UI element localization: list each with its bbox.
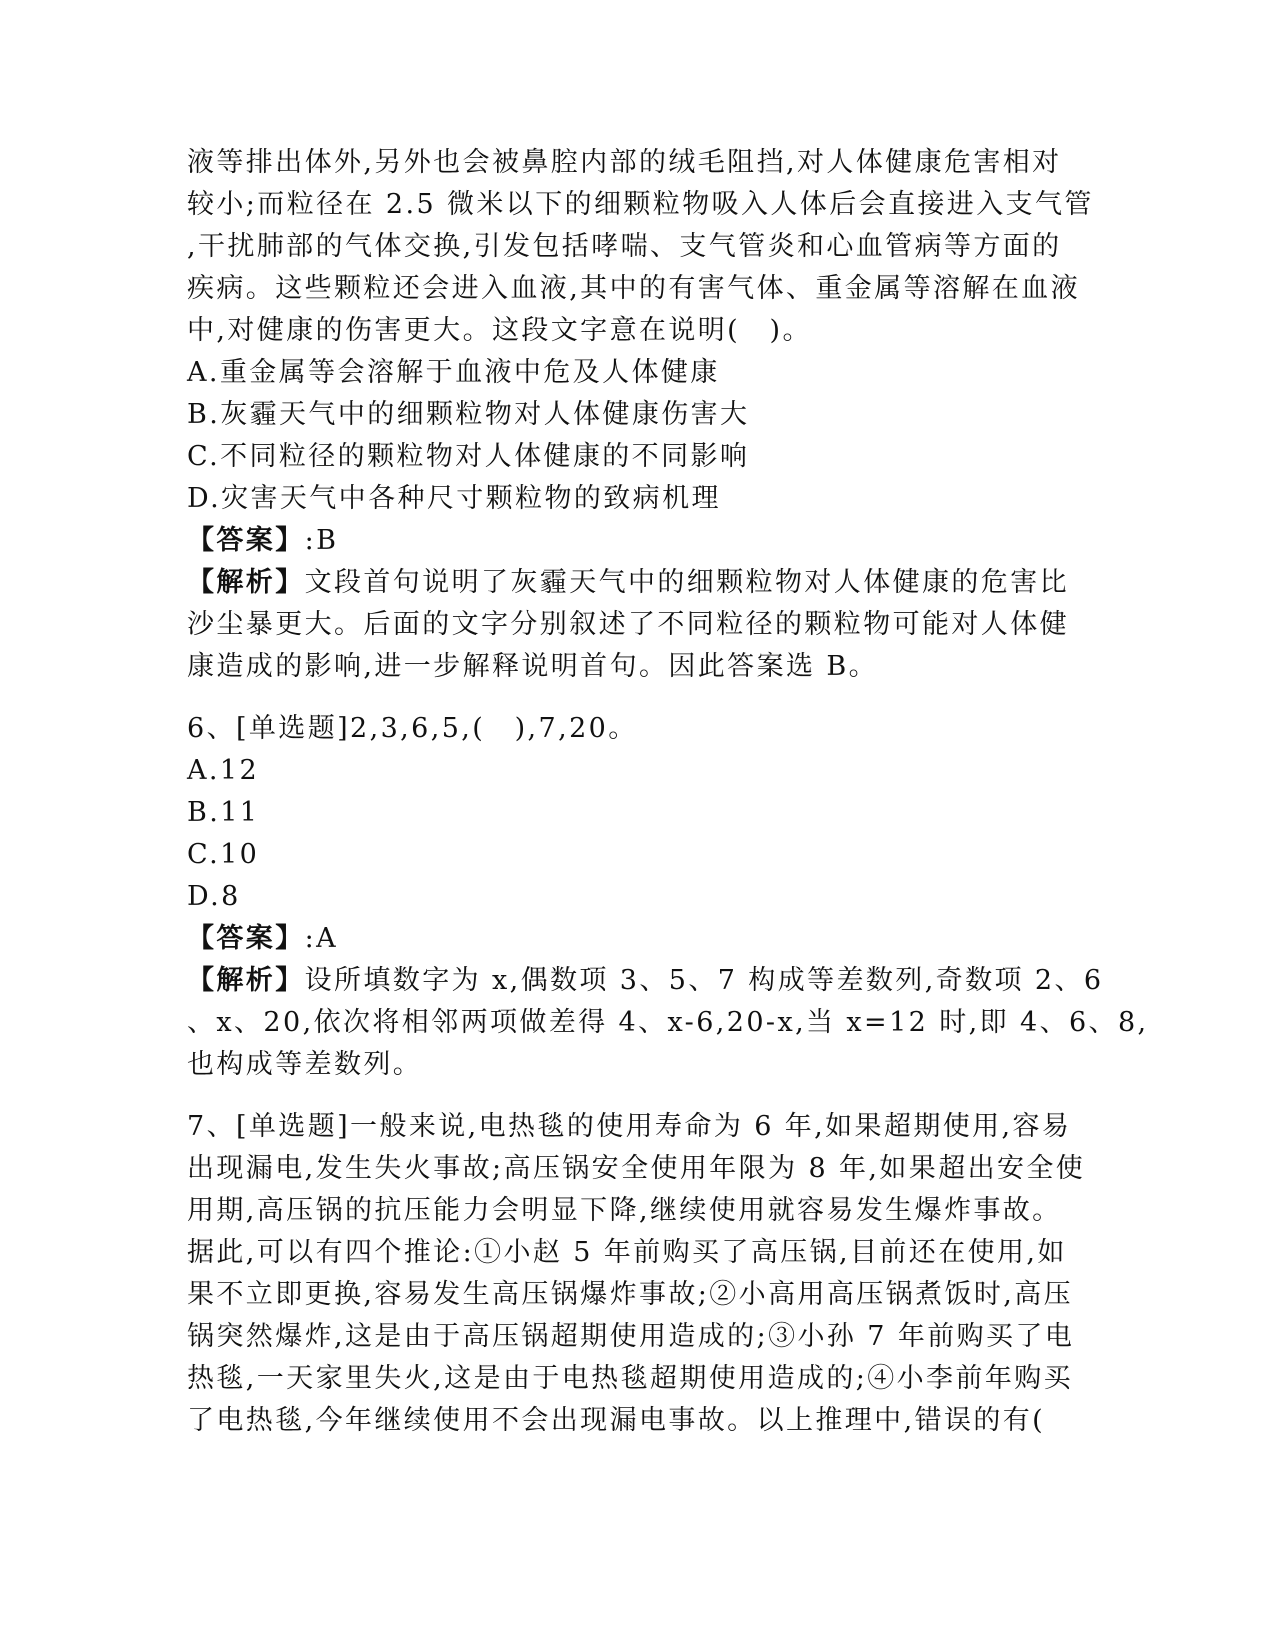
question-stem [187, 142, 1094, 352]
analysis-block [187, 960, 1149, 1086]
spacer [187, 688, 1087, 708]
question-7 [187, 1106, 1087, 1442]
answer-row [187, 520, 1087, 562]
analysis-text: 文段首句说明了灰霾天气中的细颗粒物对人体健康的危害比 [304, 567, 1070, 598]
question-5 [187, 142, 1094, 688]
answer-row [187, 918, 1087, 960]
options-list [187, 352, 1087, 520]
stem-line: 果不立即更换,容易发生高压锅爆炸事故;②小高用高压锅煮饭时,高压 [187, 1279, 1074, 1310]
stem-line: 用期,高压锅的抗压能力会明显下降,继续使用就容易发生爆炸事故。 [187, 1195, 1062, 1226]
option-c: C.不同粒径的颗粒物对人体健康的不同影响 [187, 441, 750, 472]
analysis-label: 【解析】 [187, 965, 305, 996]
option-a: A.12 [187, 755, 260, 786]
stem-line: 锅突然爆炸,这是由于高压锅超期使用造成的;③小孙 7 年前购买了电 [187, 1321, 1075, 1352]
option-d: D.灾害天气中各种尺寸颗粒物的致病机理 [187, 483, 721, 514]
stem-line: 6、[单选题]2,3,6,5,( ),7,20。 [187, 713, 638, 744]
analysis-text: 设所填数字为 x,偶数项 3、5、7 构成等差数列,奇数项 2、6 [304, 965, 1104, 996]
stem-line: 液等排出体外,另外也会被鼻腔内部的绒毛阻挡,对人体健康危害相对 [187, 147, 1062, 178]
answer-value: :A [304, 923, 339, 954]
option-a: A.重金属等会溶解于血液中危及人体健康 [187, 357, 720, 388]
analysis-line: 、x、20,依次将相邻两项做差得 4、x-6,20-x,当 x=12 时,即 4、6、8, [187, 1007, 1149, 1038]
analysis-line [187, 960, 1104, 1002]
stem-line: 疾病。这些颗粒还会进入血液,其中的有害气体、重金属等溶解在血液 [187, 273, 1080, 304]
option-b: B.11 [187, 797, 260, 828]
analysis-label: 【解析】 [187, 567, 305, 598]
question-6 [187, 708, 1149, 1086]
answer-value: :B [304, 525, 339, 556]
stem-line: ,干扰肺部的气体交换,引发包括哮喘、支气管炎和心血管病等方面的 [187, 231, 1062, 262]
stem-line: 据此,可以有四个推论:①小赵 5 年前购买了高压锅,目前还在使用,如 [187, 1237, 1067, 1268]
page-content [187, 142, 1149, 1442]
option-c: C.10 [187, 839, 260, 870]
analysis-line [187, 562, 1087, 604]
stem-line: 了电热毯,今年继续使用不会出现漏电事故。以上推理中,错误的有( [187, 1405, 1046, 1436]
question-stem [187, 708, 1087, 750]
answer-label: 【答案】 [187, 923, 305, 954]
question-stem [187, 1106, 1087, 1442]
analysis-line: 也构成等差数列。 [187, 1049, 423, 1080]
stem-line: 热毯,一天家里失火,这是由于电热毯超期使用造成的;④小李前年购买 [187, 1363, 1074, 1394]
answer-label: 【答案】 [187, 525, 305, 556]
analysis-line: 康造成的影响,进一步解释说明首句。因此答案选 B。 [187, 651, 879, 682]
options-list [187, 750, 1087, 918]
stem-line: 中,对健康的伤害更大。这段文字意在说明( )。 [187, 315, 812, 346]
stem-line: 7、[单选题]一般来说,电热毯的使用寿命为 6 年,如果超期使用,容易 [187, 1111, 1072, 1142]
spacer [187, 1086, 1087, 1106]
stem-line: 出现漏电,发生失火事故;高压锅安全使用年限为 8 年,如果超出安全使 [187, 1153, 1086, 1184]
analysis-block [187, 562, 1087, 688]
option-b: B.灰霾天气中的细颗粒物对人体健康伤害大 [187, 399, 750, 430]
stem-line: 较小;而粒径在 2.5 微米以下的细颗粒物吸入人体后会直接进入支气管 [187, 189, 1094, 220]
option-d: D.8 [187, 881, 241, 912]
analysis-line: 沙尘暴更大。后面的文字分别叙述了不同粒径的颗粒物可能对人体健 [187, 609, 1069, 640]
